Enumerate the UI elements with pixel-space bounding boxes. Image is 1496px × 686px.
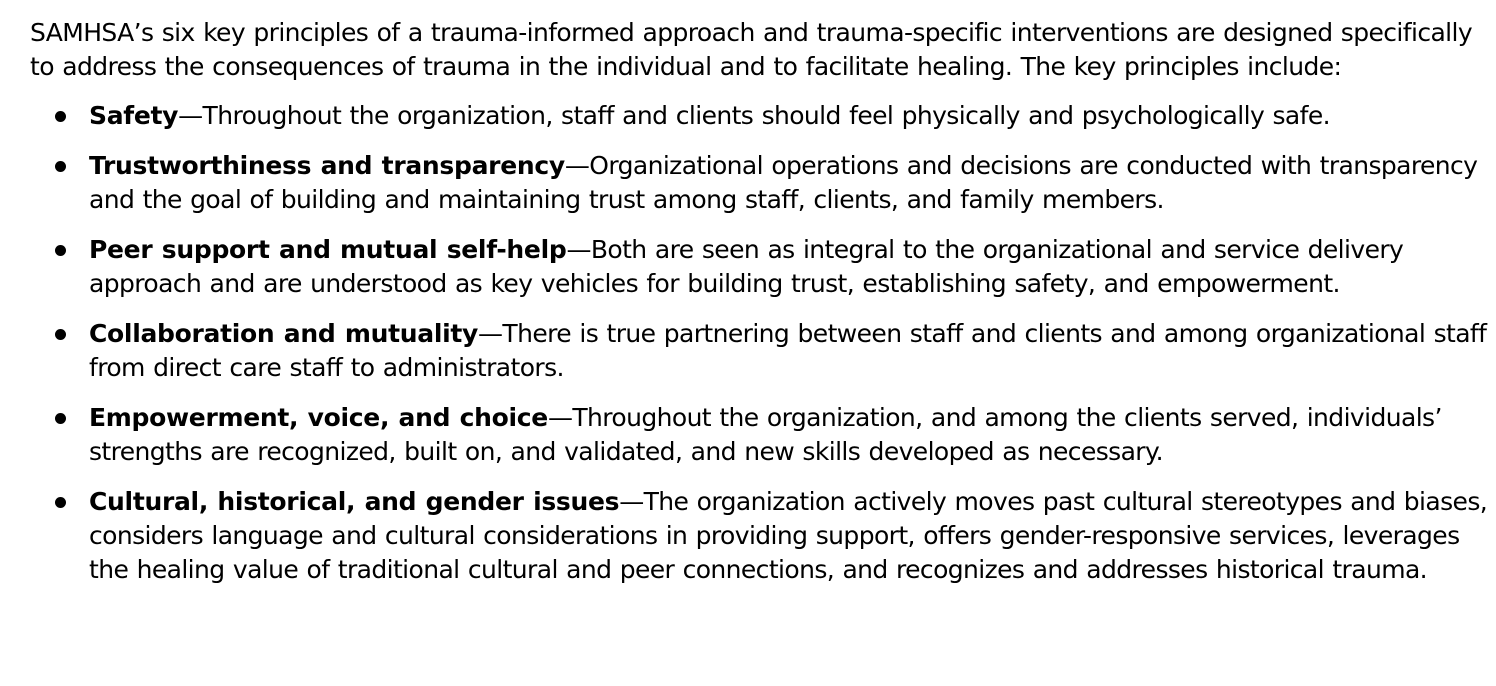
list-item-safety — [30, 99, 1490, 133]
list-item-peer-support — [30, 233, 1490, 301]
list-item-collaboration — [30, 317, 1490, 385]
document-body — [30, 16, 1490, 587]
list-item-cultural-issues — [30, 485, 1490, 587]
bullet-icon — [55, 245, 66, 256]
principle-term: Peer support and mutual self-help — [89, 235, 567, 264]
bullet-icon — [55, 413, 66, 424]
principle-description: —Both are seen as integral to the organizational and service delivery approach and are understood as key vehicles for building trust, establishing safety, and empowerment. — [89, 235, 1404, 298]
principle-term: Safety — [89, 101, 179, 130]
bullet-icon — [55, 329, 66, 340]
principles-list — [30, 99, 1490, 587]
principle-description: —Throughout the organization, and among the clients served, individuals’ strengths are recognized, built on, and validated, and new skills developed as necessary. — [89, 403, 1442, 466]
principle-term: Collaboration and mutuality — [89, 319, 479, 348]
principle-description: —The organization actively moves past cultural stereotypes and biases, considers language and cultural considerations in providing support, offers gender-responsive services, leverages the healing value of traditional cultural and peer connections, and recognizes and addresses historical trauma. — [89, 487, 1488, 584]
principle-term: Trustworthiness and transparency — [89, 151, 565, 180]
list-item-trustworthiness — [30, 149, 1490, 217]
intro-paragraph: SAMHSA’s six key principles of a trauma-informed approach and trauma-specific interventions are designed specifically to address the consequences of trauma in the individual and to facilitate healing. The key principles include: — [30, 18, 1473, 81]
principle-term: Cultural, historical, and gender issues — [89, 487, 620, 516]
principle-description: —Organizational operations and decisions are conducted with transparency and the goal of building and maintaining trust among staff, clients, and family members. — [89, 151, 1478, 214]
bullet-icon — [55, 497, 66, 508]
principle-description: —Throughout the organization, staff and clients should feel physically and psychologically safe. — [178, 101, 1330, 130]
bullet-icon — [55, 111, 66, 122]
list-item-empowerment — [30, 401, 1490, 469]
bullet-icon — [55, 161, 66, 172]
principle-description: —There is true partnering between staff and clients and among organizational staff from direct care staff to administrators. — [89, 319, 1487, 382]
principle-term: Empowerment, voice, and choice — [89, 403, 548, 432]
